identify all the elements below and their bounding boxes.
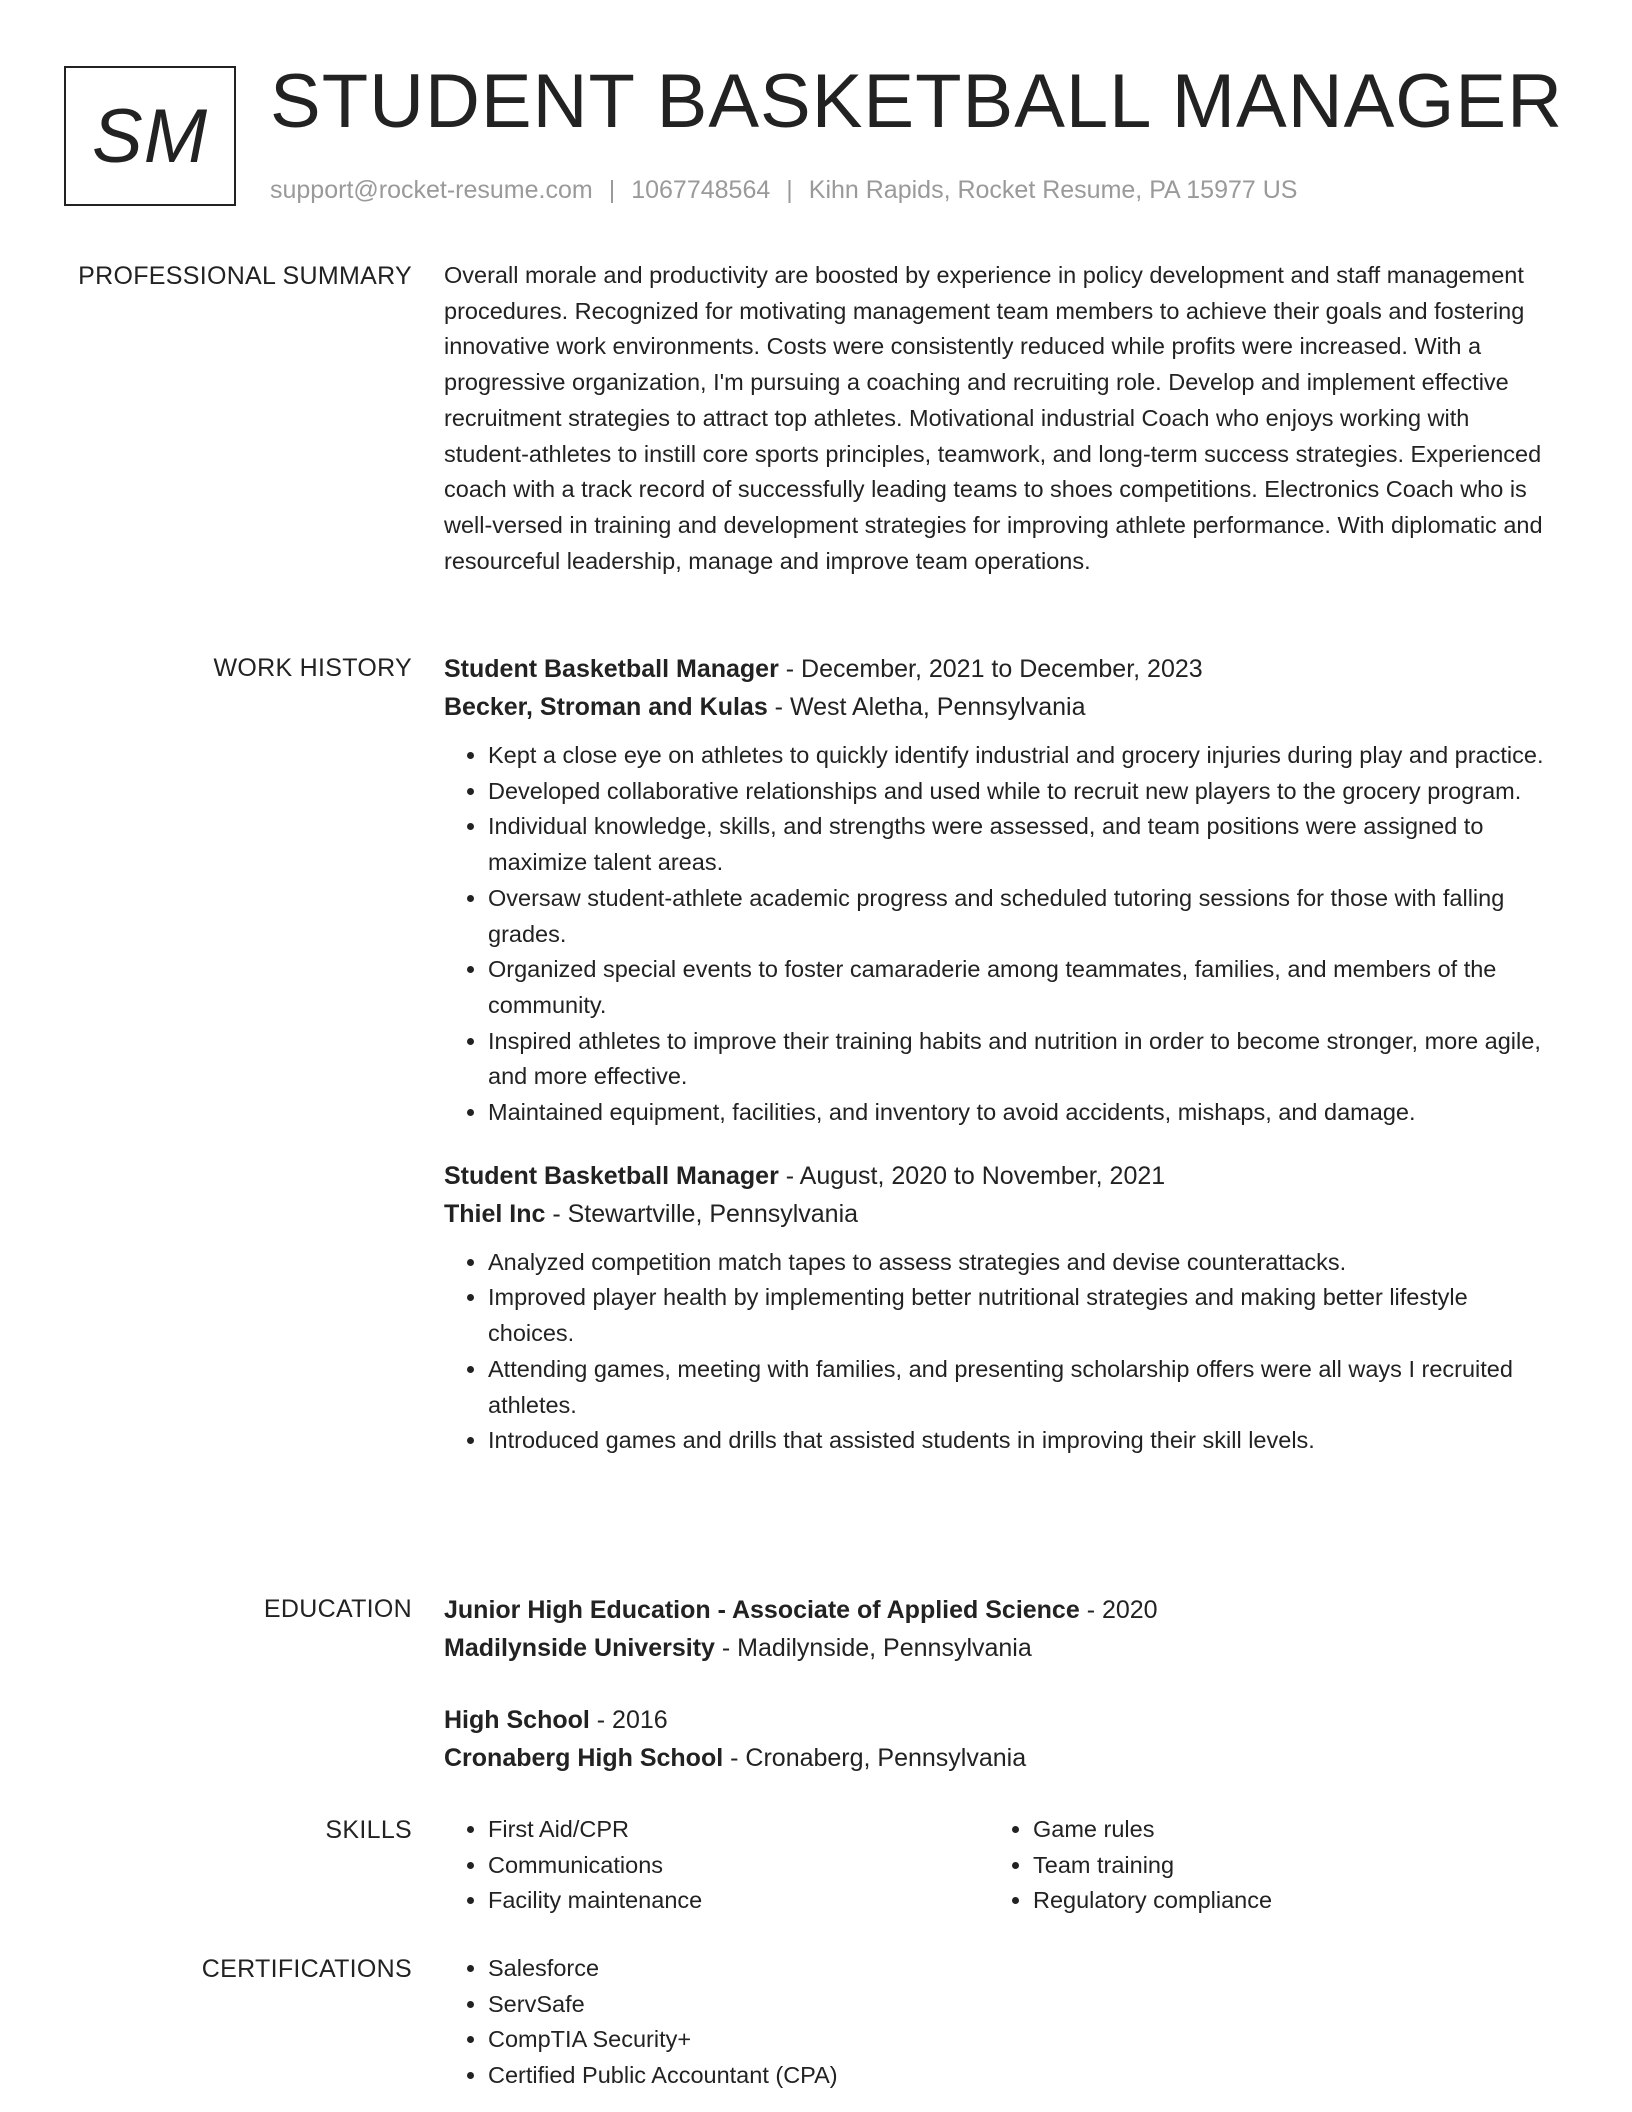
job-entry: [444, 1157, 1559, 1459]
list-item: • First Aid/CPR: [488, 1812, 989, 1848]
school-location: - Cronaberg, Pennsylvania: [723, 1744, 1027, 1772]
contact-phone: 1067748564: [631, 176, 771, 204]
degree-line: [444, 1591, 1559, 1629]
contact-line: [270, 172, 1297, 208]
skills-list-left: [444, 1812, 989, 1919]
list-item: • Certified Public Accountant (CPA): [488, 2058, 1559, 2094]
list-item: • CompTIA Security+: [488, 2022, 1559, 2058]
resume-name: STUDENT BASKETBALL MANAGER: [270, 59, 1563, 144]
certifications-list: [444, 1951, 1559, 2094]
job-title-line: [444, 1157, 1559, 1195]
list-item: • Maintained equipment, facilities, and inventory to avoid accidents, mishaps, and damage.: [488, 1095, 1559, 1131]
job-title-line: [444, 650, 1559, 688]
list-item: • Team training: [1033, 1848, 1534, 1884]
list-item: • Attending games, meeting with families, and presenting scholarship offers were all ways I recruited athletes.: [488, 1352, 1559, 1423]
list-item: • Improved player health by implementing better nutritional strategies and making better lifestyle choices.: [488, 1280, 1559, 1351]
degree-year: - 2020: [1079, 1596, 1158, 1624]
list-item: • Introduced games and drills that assisted students in improving their skill levels.: [488, 1423, 1559, 1459]
list-item: • Oversaw student-athlete academic progress and scheduled tutoring sessions for those with falling grades.: [488, 881, 1559, 952]
school: Madilynside University: [444, 1634, 715, 1662]
section-label-work-history: WORK HISTORY: [213, 654, 412, 682]
list-item: • Developed collaborative relationships and used while to recruit new players to the grocery program.: [488, 774, 1559, 810]
degree-year: - 2016: [589, 1706, 668, 1734]
school: Cronaberg High School: [444, 1744, 724, 1772]
education-entry: [444, 1701, 1559, 1777]
summary-text: Overall morale and productivity are boosted by experience in policy development and staff management procedures. Recognized for motivating management team members to achieve their goals and fostering innovative work environments. Costs were consistently reduced while profits were increased. With a progressive organization, I'm pursuing a coaching and recruiting role. Develop and implement effective recruitment strategies to attract top athletes. Motivational industrial Coach who enjoys working with student-athletes to instill core sports principles, teamwork, and long-term success strategies. Experienced coach with a track record of successfully leading teams to shoes competitions. Electronics Coach who is well-versed in training and development strategies for improving athlete performance. With diplomatic and resourceful leadership, manage and improve team operations.: [444, 262, 1543, 574]
certifications-body: [444, 1951, 1559, 2094]
section-label-skills: SKILLS: [325, 1816, 412, 1844]
job-bullets: [444, 738, 1559, 1131]
job-company: Thiel Inc: [444, 1199, 546, 1228]
list-item: • ServSafe: [488, 1987, 1559, 2023]
list-item: • Inspired athletes to improve their training habits and nutrition in order to become stronger, more agile, and more effective.: [488, 1024, 1559, 1095]
skills-columns: [444, 1812, 1559, 1919]
contact-separator: |: [786, 176, 793, 204]
degree: Junior High Education - Associate of Applied Science: [444, 1596, 1080, 1624]
job-company-line: [444, 688, 1559, 726]
work-history-body: [444, 650, 1559, 1485]
job-location: - Stewartville, Pennsylvania: [545, 1199, 859, 1228]
job-entry: [444, 650, 1559, 1131]
list-item: • Salesforce: [488, 1951, 1559, 1987]
section-label-certifications: CERTIFICATIONS: [201, 1955, 412, 1983]
list-item: • Analyzed competition match tapes to assess strategies and devise counterattacks.: [488, 1245, 1559, 1281]
skills-body: [444, 1812, 1559, 1919]
summary-body: [444, 258, 1559, 579]
education-body: [444, 1591, 1559, 1811]
education-entry: [444, 1591, 1559, 1667]
skills-list-right: [989, 1812, 1534, 1919]
contact-email: support@rocket-resume.com: [270, 176, 593, 204]
school-line: [444, 1739, 1559, 1777]
job-title: Student Basketball Manager: [444, 1161, 779, 1190]
section-label-summary: PROFESSIONAL SUMMARY: [78, 262, 412, 290]
list-item: • Game rules: [1033, 1812, 1534, 1848]
job-bullets: [444, 1245, 1559, 1459]
list-item: • Individual knowledge, skills, and strengths were assessed, and team positions were assigned to maximize talent areas.: [488, 809, 1559, 880]
job-company-line: [444, 1195, 1559, 1233]
contact-separator: |: [608, 176, 616, 204]
list-item: • Kept a close eye on athletes to quickly identify industrial and grocery injuries during play and practice.: [488, 738, 1559, 774]
job-dates: - August, 2020 to November, 2021: [778, 1161, 1166, 1190]
job-dates: - December, 2021 to December, 2023: [778, 655, 1203, 683]
degree: High School: [444, 1706, 590, 1734]
monogram: SM: [64, 66, 236, 206]
job-company: Becker, Stroman and Kulas: [444, 693, 768, 721]
section-label-education: EDUCATION: [263, 1595, 412, 1623]
job-title: Student Basketball Manager: [444, 655, 779, 683]
list-item: • Communications: [488, 1848, 989, 1884]
school-line: [444, 1629, 1559, 1667]
job-location: - West Aletha, Pennsylvania: [767, 693, 1086, 721]
list-item: • Organized special events to foster camaraderie among teammates, families, and members of the community.: [488, 952, 1559, 1023]
degree-line: [444, 1701, 1559, 1739]
contact-address: Kihn Rapids, Rocket Resume, PA 15977 US: [808, 176, 1298, 204]
list-item: • Regulatory compliance: [1033, 1883, 1534, 1919]
list-item: • Facility maintenance: [488, 1883, 989, 1919]
school-location: - Madilynside, Pennsylvania: [714, 1634, 1032, 1662]
